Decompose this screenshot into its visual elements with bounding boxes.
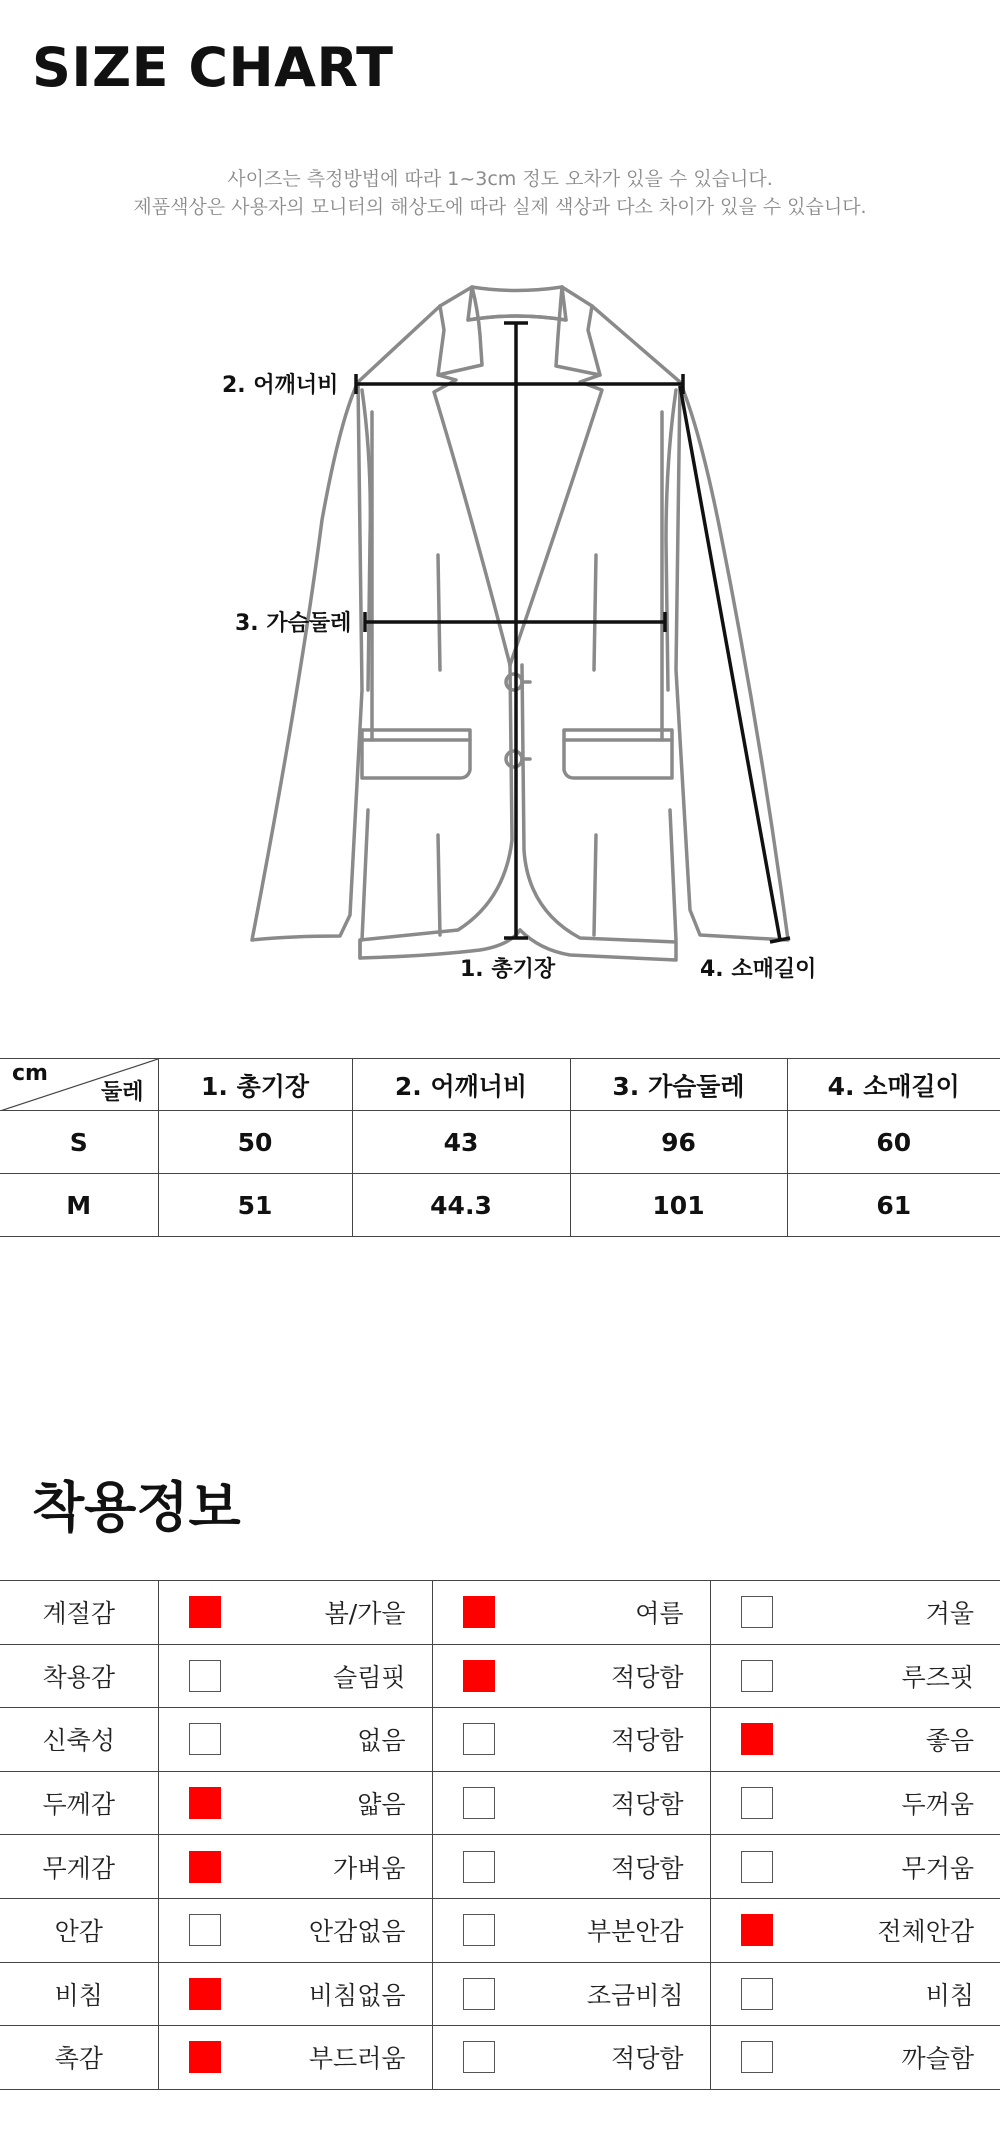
unchecked-box [463,1787,495,1819]
wear-option [432,2026,710,2090]
wear-option [710,1644,1000,1708]
wear-info-body [0,1581,1000,2090]
wear-option [710,1962,1000,2026]
size-table [0,1058,1000,1237]
wear-option-label: 좋음 [925,1726,974,1756]
checked-box [189,1787,221,1819]
wear-option-content [711,1645,1000,1708]
table-row [0,1708,1000,1772]
wear-option [710,1708,1000,1772]
checked-box [189,1596,221,1628]
unchecked-box [741,2041,773,2073]
wear-option-label: 루즈핏 [901,1662,974,1692]
unchecked-box [741,1596,773,1628]
wear-option [432,1644,710,1708]
label-chest: 3. 가슴둘레 [235,611,352,636]
unchecked-box [463,1723,495,1755]
wear-category-label: 착용감 [0,1644,158,1708]
wear-option-content [159,1772,432,1835]
table-row [0,1835,1000,1899]
wear-option-content [159,1899,432,1962]
label-sleeve: 4. 소매길이 [700,957,817,982]
table-row [0,1174,1000,1237]
wear-info-title: 착용정보 [32,1476,241,1539]
wear-option [710,2026,1000,2090]
wear-option-content [433,1963,710,2026]
size-value: 61 [787,1174,1000,1237]
wear-option [158,1835,432,1899]
checked-box [741,1914,773,1946]
wear-category-label: 계절감 [0,1581,158,1645]
table-row [0,1962,1000,2026]
size-value: 60 [787,1111,1000,1174]
size-label: M [0,1174,158,1237]
wear-option-label: 안감없음 [308,1917,406,1947]
size-notes [0,165,1000,221]
table-row [0,1644,1000,1708]
size-value: 51 [158,1174,352,1237]
unchecked-box [741,1660,773,1692]
column-header: 2. 어깨너비 [352,1059,570,1111]
wear-option [158,1771,432,1835]
table-row [0,1581,1000,1645]
wear-option [710,1835,1000,1899]
checked-box [463,1596,495,1628]
wear-option-content [711,1963,1000,2026]
wear-option-label: 겨울 [925,1599,974,1629]
unchecked-box [463,1914,495,1946]
wear-option [710,1898,1000,1962]
label-shoulder: 2. 어깨너비 [222,373,339,398]
checked-box [463,1660,495,1692]
unchecked-box [189,1660,221,1692]
wear-option [710,1581,1000,1645]
wear-option-label: 부드러움 [308,2044,406,2074]
wear-option-content [433,1899,710,1962]
wear-option [158,1644,432,1708]
wear-option-content [159,1835,432,1898]
table-row [0,1771,1000,1835]
wear-option-content [433,2026,710,2089]
measure-lines [356,323,790,942]
wear-option-content [433,1772,710,1835]
wear-option [710,1771,1000,1835]
wear-category-label: 비침 [0,1962,158,2026]
wear-option [432,1708,710,1772]
wear-option-label: 적당함 [611,1726,684,1756]
wear-option-label: 적당함 [611,1790,684,1820]
size-value: 101 [570,1174,787,1237]
wear-option-label: 조금비침 [586,1980,684,2010]
wear-category-label: 신축성 [0,1708,158,1772]
size-value: 43 [352,1111,570,1174]
unchecked-box [189,1914,221,1946]
wear-option-label: 비침없음 [308,1980,406,2010]
unchecked-box [741,1787,773,1819]
column-header: 3. 가슴둘레 [570,1059,787,1111]
column-header: 4. 소매길이 [787,1059,1000,1111]
wear-option [158,1708,432,1772]
size-table-header [0,1059,1000,1111]
size-label: S [0,1111,158,1174]
checked-box [741,1723,773,1755]
wear-option-content [159,1963,432,2026]
wear-option-content [711,1772,1000,1835]
wear-option-content [433,1708,710,1771]
unchecked-box [741,1978,773,2010]
note-line: 사이즈는 측정방법에 따라 1~3cm 정도 오차가 있을 수 있습니다. [227,168,773,190]
wear-option-content [159,1645,432,1708]
wear-option-content [433,1645,710,1708]
wear-category-label: 촉감 [0,2026,158,2090]
checked-box [189,1851,221,1883]
wear-category-label: 안감 [0,1898,158,1962]
wear-option [432,1835,710,1899]
wear-option-content [159,2026,432,2089]
unchecked-box [189,1723,221,1755]
unchecked-box [463,1851,495,1883]
wear-option-label: 슬림핏 [333,1662,406,1692]
wear-option-label: 없음 [357,1726,406,1756]
wear-option-label: 가벼움 [333,1853,406,1883]
table-row [0,1898,1000,1962]
wear-option-label: 적당함 [611,1662,684,1692]
wear-option-content [711,1835,1000,1898]
label-length: 1. 총기장 [460,957,556,982]
wear-option-label: 부분안감 [586,1917,684,1947]
note-line: 제품색상은 사용자의 모니터의 해상도에 따라 실제 색상과 다소 차이가 있을 수 있습니다. [133,196,867,218]
wear-option-label: 얇음 [357,1790,406,1820]
wear-option-label: 전체안감 [877,1917,974,1947]
wear-option [158,2026,432,2090]
wear-option-content [711,1581,1000,1644]
unchecked-box [463,2041,495,2073]
wear-option-label: 적당함 [611,2044,684,2074]
wear-option [158,1962,432,2026]
wear-option-content [711,1708,1000,1771]
column-header: 1. 총기장 [158,1059,352,1111]
wear-option-content [711,1899,1000,1962]
wear-option [432,1771,710,1835]
checked-box [189,2041,221,2073]
size-value: 96 [570,1111,787,1174]
table-row [0,2026,1000,2090]
wear-option-label: 적당함 [611,1853,684,1883]
corner-header: 둘레 [100,1080,144,1105]
wear-option-content [433,1581,710,1644]
wear-option-content [159,1708,432,1771]
wear-option-content [711,2026,1000,2089]
unchecked-box [741,1851,773,1883]
unchecked-box [463,1978,495,2010]
size-value: 44.3 [352,1174,570,1237]
wear-option-label: 무거움 [901,1853,974,1883]
wear-option [432,1581,710,1645]
wear-option-label: 봄/가을 [324,1599,406,1629]
wear-option [432,1898,710,1962]
checked-box [189,1978,221,2010]
wear-option-label: 비침 [925,1980,974,2010]
wear-category-label: 두께감 [0,1771,158,1835]
corner-cell [0,1059,158,1111]
wear-option-label: 두꺼움 [901,1790,974,1820]
wear-option-content [159,1581,432,1644]
wear-option [158,1898,432,1962]
wear-option-content [433,1835,710,1898]
wear-category-label: 무게감 [0,1835,158,1899]
wear-option-label: 까슬함 [901,2044,974,2074]
table-row [0,1111,1000,1174]
wear-option [432,1962,710,2026]
size-value: 50 [158,1111,352,1174]
wear-option [158,1581,432,1645]
wear-info-table [0,1580,1000,2090]
unit-label: cm [12,1061,48,1086]
wear-option-label: 여름 [635,1599,684,1629]
jacket-diagram [0,270,1000,990]
page-title: SIZE CHART [32,36,394,99]
